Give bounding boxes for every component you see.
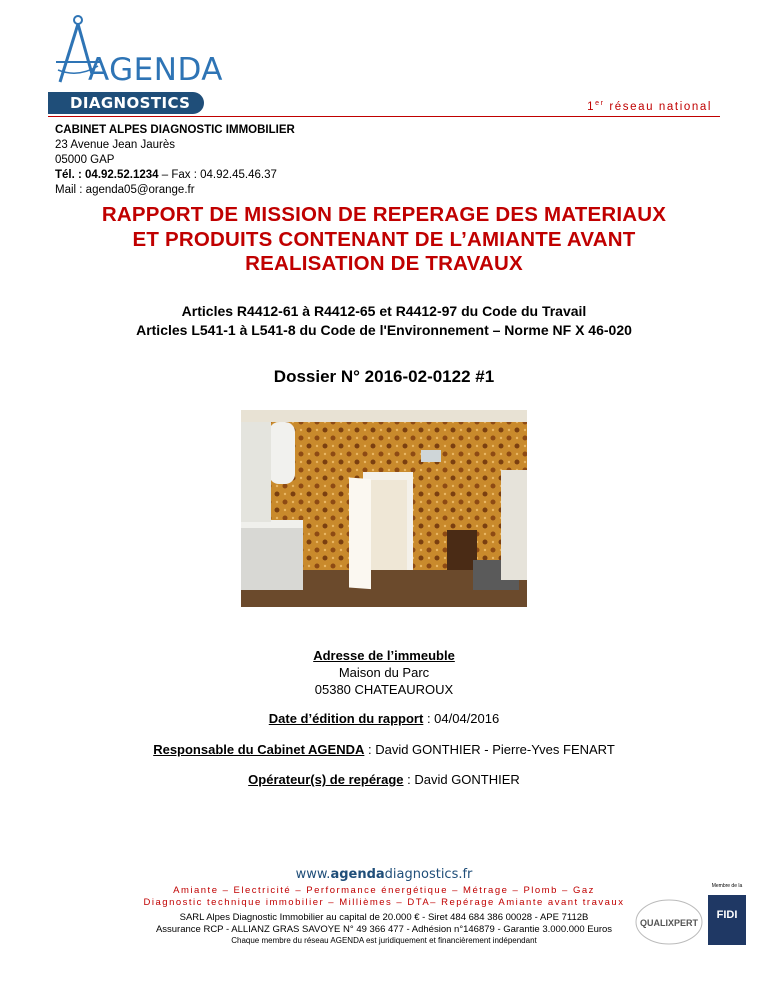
cabinet-mail: Mail : agenda05@orange.fr: [55, 184, 195, 196]
cabinet-name: CABINET ALPES DIAGNOSTIC IMMOBILIER: [55, 124, 295, 136]
building-address: [40, 647, 728, 698]
address-line1: Maison du Parc: [338, 665, 430, 680]
report-articles: Articles R4412-61 à R4412-65 et R4412-97 du Code du Travail Articles L541-1 à L541-8 du Code de l'Environnement – Norme NF X 46-020: [136, 303, 632, 338]
address-line2: 05380 CHATEAUROUX: [314, 682, 454, 697]
cabinet-phone: Tél. : 04.92.52.1234 – Fax : 04.92.45.46.37: [55, 169, 277, 181]
logo-band: DIAGNOSTICS: [48, 92, 204, 114]
network-tagline: 1er réseau national: [587, 100, 712, 113]
survey-operator: Opérateur(s) de repérage : David GONTHIER: [248, 772, 520, 787]
property-photo: [241, 410, 527, 607]
dossier-number: Dossier N° 2016-02-0122 #1: [273, 367, 495, 386]
logo-word: AGENDA: [88, 52, 223, 88]
cabinet-responsible: Responsable du Cabinet AGENDA : David GONTHIER - Pierre-Yves FENART: [153, 742, 615, 757]
address-label: Adresse de l’immeuble: [313, 648, 455, 663]
fidi-badge: Membre de la FIDI: [708, 895, 746, 945]
footer-website[interactable]: www.agendadiagnostics.fr: [295, 867, 473, 882]
cabinet-city: 05000 GAP: [55, 154, 115, 166]
header-divider: [48, 116, 720, 117]
agenda-logo: [48, 14, 223, 112]
report-title: RAPPORT DE MISSION DE REPERAGE DES MATERIAUX ET PRODUITS CONTENANT DE L’AMIANTE AVANT REALISATION DE TRAVAUX: [101, 203, 667, 275]
footer-legal: SARL Alpes Diagnostic Immobilier au capital de 20.000 € - Siret 484 684 386 00028 - APE 7112B Assurance RCP - ALLIANZ GRAS SAVOYE N° 49 366 477 - Adhésion n°146879 - Garantie 3.000.000 Euros Chaque membre du réseau AGENDA est juridiquement et financièrement indépendant: [155, 912, 613, 945]
qualixpert-badge: [634, 898, 704, 946]
cabinet-street: 23 Avenue Jean Jaurès: [55, 139, 175, 151]
cabinet-block: [55, 123, 295, 198]
svg-text:QUALIXPERT: QUALIXPERT: [639, 918, 699, 928]
footer-services: Amiante – Electricité – Performance énergétique – Métrage – Plomb – Gaz Diagnostic technique immobilier – Millièmes – DTA– Repérage Amiante avant travaux: [143, 885, 625, 908]
report-date: Date d’édition du rapport : 04/04/2016: [268, 711, 500, 726]
